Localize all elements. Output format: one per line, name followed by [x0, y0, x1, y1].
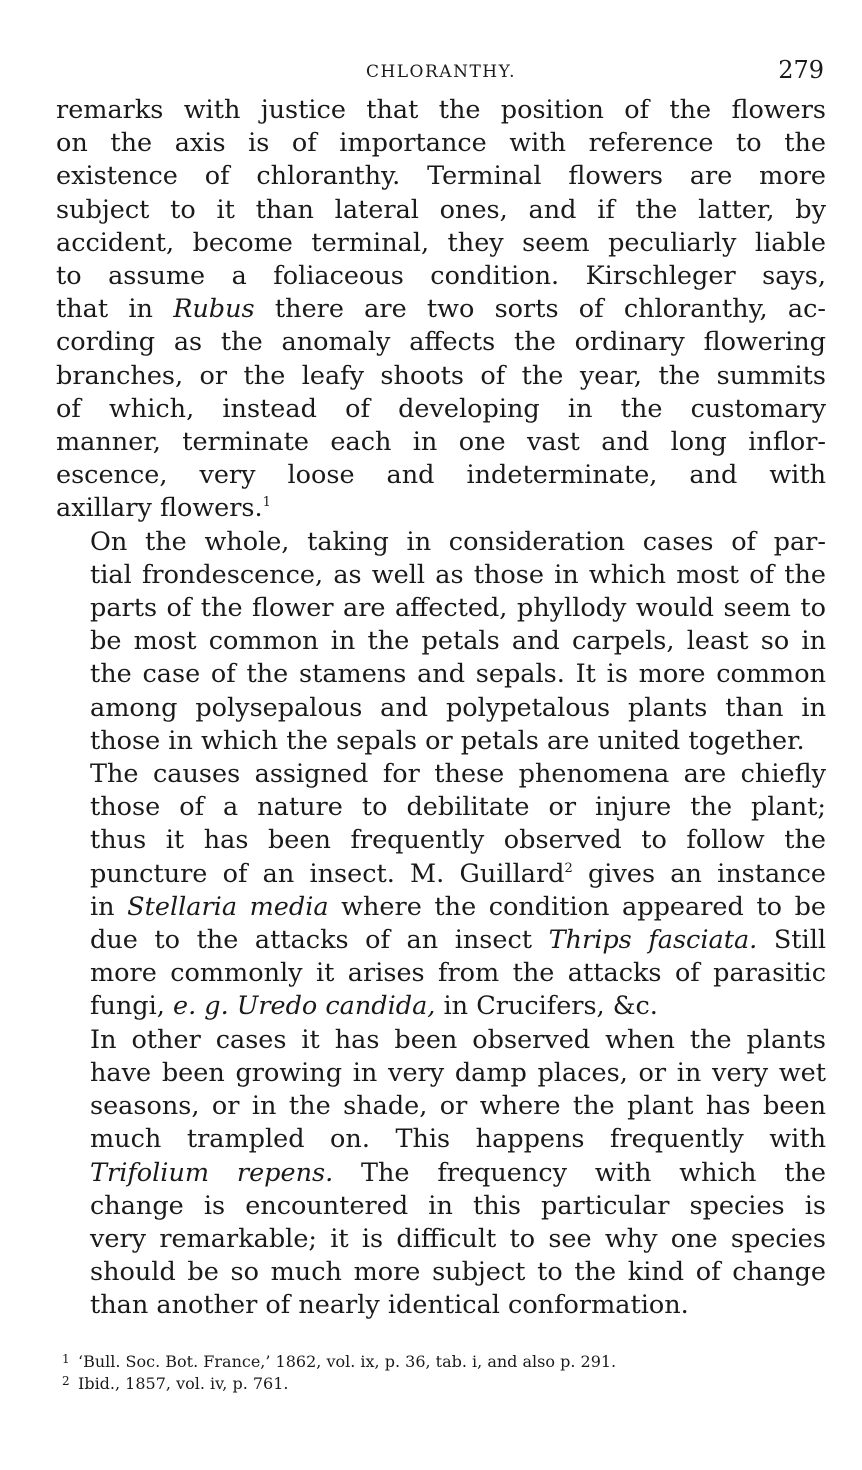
italic-term: Trifolium repens. [90, 1157, 334, 1188]
text-line: that in Rubus there are two sorts of chloranthy, ac- [56, 294, 826, 325]
footnotes [56, 1351, 826, 1395]
text-line: accident, become terminal, they seem peculiarly liable [56, 227, 826, 258]
text-line: due to the attacks of an insect Thrips fasciata. Still [90, 925, 827, 956]
text-line: parts of the flower are affected, phyllody would seem to [90, 593, 826, 624]
text-line: should be so much more subject to the kind of change [90, 1257, 826, 1288]
text-line: On the whole, taking in consideration cases of par- [90, 526, 826, 557]
footnote-1 [56, 1351, 826, 1373]
text-line: among polysepalous and polypetalous plants than in [90, 692, 826, 723]
text-line: escence, very loose and indeterminate, and with [56, 460, 826, 491]
text-line: Trifolium repens. The frequency with which the [90, 1157, 826, 1188]
text-line: change is encountered in this particular species is [90, 1190, 826, 1221]
footnote-reference: 2 [564, 860, 573, 876]
text-line: cording as the anomaly affects the ordinary flowering [56, 327, 826, 358]
text-line: in Stellaria media where the condition appeared to be [90, 891, 826, 922]
footnote-mark: 1 [62, 1351, 70, 1366]
text-line: to assume a foliaceous condition. Kirschleger says, [56, 261, 826, 292]
italic-term: Uredo candida, [236, 991, 436, 1022]
italic-term: Stellaria media [127, 891, 329, 922]
text-line: subject to it than lateral ones, and if the latter, by [56, 194, 826, 225]
text-line: be most common in the petals and carpels, least so in [90, 626, 826, 657]
text-line: than another of nearly identical conformation. [90, 1290, 689, 1321]
text-line: those in which the sepals or petals are united together. [90, 725, 805, 756]
italic-term: e. g. [172, 991, 229, 1022]
text-line: thus it has been frequently observed to follow the [90, 825, 826, 856]
text-line: tial frondescence, as well as those in which most of the [90, 559, 826, 590]
body-text [56, 94, 826, 1323]
text-line: much trampled on. This happens frequently with [90, 1124, 826, 1155]
running-header [56, 50, 826, 94]
text-line: more commonly it arises from the attacks of parasitic [90, 958, 826, 989]
text-line: The causes assigned for these phenomena are chiefly [90, 759, 826, 790]
page-number: 279 [778, 56, 824, 84]
text-line: seasons, or in the shade, or where the plant has been [90, 1091, 826, 1122]
text-line: branches, or the leafy shoots of the year, the summits [56, 360, 826, 391]
text-line: of which, instead of developing in the customary [56, 393, 826, 424]
italic-term: Rubus [173, 294, 255, 325]
book-page [56, 50, 826, 1395]
paragraph-2 [56, 526, 826, 758]
text-line: have been growing in very damp places, or in very wet [90, 1057, 826, 1088]
text-line: very remarkable; it is difficult to see why one species [90, 1223, 826, 1254]
text-line: fungi, e. g. Uredo candida, in Crucifers, &c. [90, 991, 658, 1022]
text-line: remarks with justice that the position of the flowers [56, 95, 826, 125]
footnote-text: Ibid., 1857, vol. iv, p. 761. [78, 1373, 289, 1393]
footnote-reference: 1 [262, 495, 271, 511]
footnote-2 [56, 1373, 826, 1395]
text-line: those of a nature to debilitate or injure the plant; [90, 792, 826, 823]
text-line: axillary flowers.$^1$ [56, 493, 271, 524]
text-line: In other cases it has been observed when the plants [90, 1024, 826, 1055]
text-line: manner, terminate each in one vast and long inflor- [56, 427, 826, 458]
running-title: CHLORANTHY. [365, 62, 517, 82]
paragraph-3 [56, 758, 826, 1024]
italic-term: Thrips fasciata. [548, 925, 758, 956]
paragraph-4 [56, 1024, 826, 1323]
footnote-mark: 2 [62, 1373, 70, 1388]
footnote-text: ‘Bull. Soc. Bot. France,’ 1862, vol. ix, p. 36, tab. i, and also p. 291. [78, 1351, 617, 1371]
text-line: on the axis is of importance with reference to the [56, 128, 826, 159]
text-line: puncture of an insect. M. Guillard$^2$ gives an instance [90, 858, 826, 889]
paragraph-1 [56, 94, 826, 526]
text-line: the case of the stamens and sepals. It is more common [90, 659, 826, 690]
text-line: existence of chloranthy. Terminal flowers are more [56, 161, 826, 192]
